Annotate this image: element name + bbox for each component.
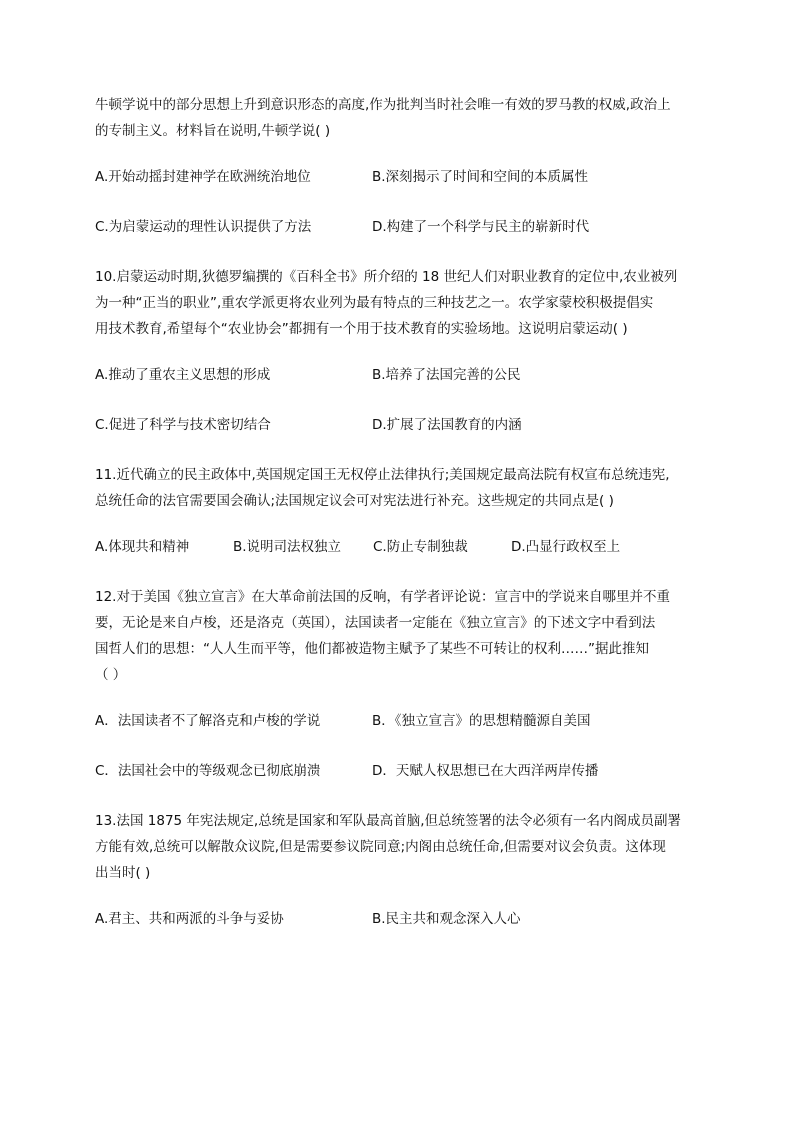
question-text-line: （ ） bbox=[95, 667, 127, 683]
question-9-stem bbox=[95, 92, 707, 144]
option-d: D.扩展了法国教育的内涵 bbox=[372, 417, 522, 433]
option-a: A.体现共和精神 bbox=[95, 539, 190, 555]
option-c: C.促进了科学与技术密切结合 bbox=[95, 417, 271, 433]
option-a: A.君主、共和两派的斗争与妥协 bbox=[95, 911, 284, 927]
option-a: A.开始动摇封建神学在欧洲统治地位 bbox=[95, 169, 311, 185]
option-d: D．天赋人权思想已在大西洋两岸传播 bbox=[372, 763, 599, 779]
option-b: B.民主共和观念深入人心 bbox=[372, 911, 521, 927]
option-d: D.凸显行政权至上 bbox=[511, 539, 621, 555]
question-9-options-row bbox=[95, 164, 707, 190]
option-b: B.培养了法国完善的公民 bbox=[372, 367, 521, 383]
option-b: B.说明司法权独立 bbox=[233, 539, 342, 555]
question-10-options-row bbox=[95, 412, 707, 438]
question-text-line: 出当时( ) bbox=[95, 865, 151, 881]
question-text-line: 为一种“正当的职业”,重农学派更将农业列为最有特点的三种技艺之一。农学家蒙校积极提倡实 bbox=[95, 295, 654, 311]
option-a: A．法国读者不了解洛克和卢梭的学说 bbox=[95, 713, 321, 729]
question-text-line: 13.法国 1875 年宪法规定,总统是国家和军队最高首脑,但总统签署的法令必须有一名内阁成员副署 bbox=[95, 813, 681, 829]
question-text-line: 方能有效,总统可以解散众议院,但是需要参议院同意;内阁由总统任命,但需要对议会负责。这体现 bbox=[95, 839, 666, 855]
exam-page bbox=[95, 92, 707, 932]
question-9-options-row bbox=[95, 214, 707, 240]
question-11-stem bbox=[95, 462, 707, 514]
option-d: D.构建了一个科学与民主的崭新时代 bbox=[372, 219, 590, 235]
question-12-options-row bbox=[95, 758, 707, 784]
question-text-line: 11.近代确立的民主政体中,英国规定国王无权停止法律执行;美国规定最高法院有权宣布总统违宪, bbox=[95, 467, 670, 483]
question-text-line: 国哲人们的思想：“人人生而平等，他们都被造物主赋予了某些不可转让的权利……”据此推知 bbox=[95, 641, 649, 657]
option-b: B.深刻揭示了时间和空间的本质属性 bbox=[372, 169, 589, 185]
question-10-stem bbox=[95, 264, 707, 342]
question-text-line: 10.启蒙运动时期,狄德罗编撰的《百科全书》所介绍的 18 世纪人们对职业教育的定位中,农业被列 bbox=[95, 269, 678, 285]
question-11-options-row bbox=[95, 534, 707, 560]
option-a: A.推动了重农主义思想的形成 bbox=[95, 367, 271, 383]
option-c: C.为启蒙运动的理性认识提供了方法 bbox=[95, 219, 312, 235]
option-c: C．法国社会中的等级观念已彻底崩溃 bbox=[95, 763, 321, 779]
question-text-line: 12.对于美国《独立宣言》在大革命前法国的反响，有学者评论说：宣言中的学说来自哪里并不重 bbox=[95, 589, 670, 605]
question-text-line: 用技术教育,希望每个“农业协会”都拥有一个用于技术教育的实验场地。这说明启蒙运动( ) bbox=[95, 321, 628, 337]
question-text-line: 要，无论是来自卢梭，还是洛克（英国），法国读者一定能在《独立宣言》的下述文字中看到法 bbox=[95, 615, 656, 631]
question-10-options-row bbox=[95, 362, 707, 388]
option-c: C.防止专制独裁 bbox=[373, 539, 468, 555]
question-text-line: 总统任命的法官需要国会确认;法国规定议会可对宪法进行补充。这些规定的共同点是( ) bbox=[95, 493, 614, 509]
option-b: B．《独立宣言》的思想精髓源自美国 bbox=[372, 713, 591, 729]
question-13-options-row bbox=[95, 906, 707, 932]
question-text-line: 的专制主义。材料旨在说明,牛顿学说( ) bbox=[95, 123, 331, 139]
question-13-stem bbox=[95, 808, 707, 886]
question-text-line: 牛顿学说中的部分思想上升到意识形态的高度,作为批判当时社会唯一有效的罗马教的权威,政治上 bbox=[95, 97, 671, 113]
question-12-options-row bbox=[95, 708, 707, 734]
question-12-stem bbox=[95, 584, 707, 688]
